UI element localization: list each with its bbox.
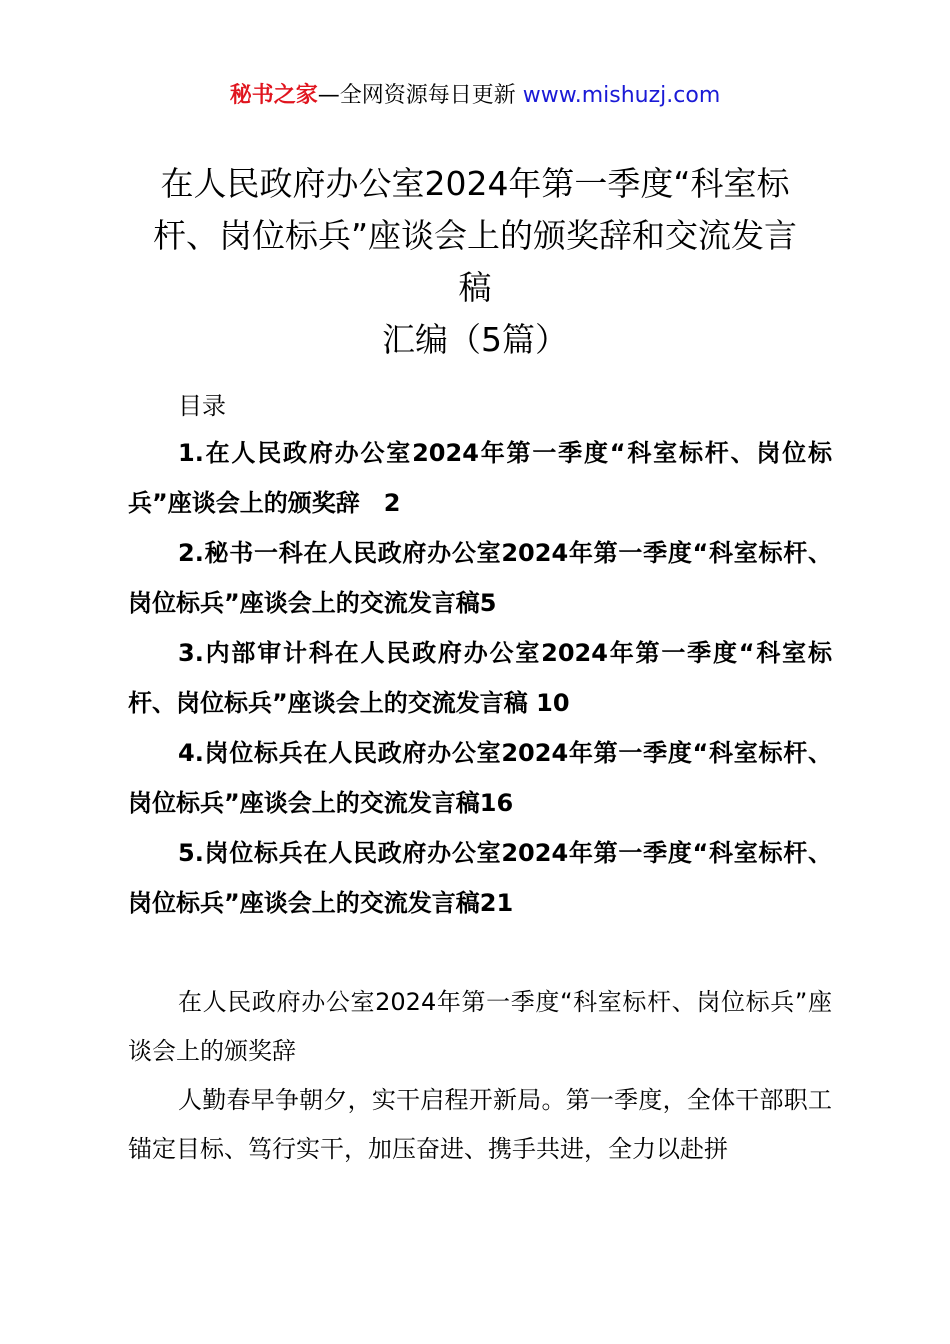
toc-heading: 目录 xyxy=(178,392,226,420)
document-title xyxy=(118,158,832,366)
toc-item-4[interactable]: 4.岗位标兵在人民政府办公室2024年第一季度“科室标杆、岗位标兵”座谈会上的交流发言稿16 xyxy=(128,739,832,817)
section-title: 在人民政府办公室2024年第一季度“科室标杆、岗位标兵”座谈会上的颁奖辞 xyxy=(128,988,832,1065)
toc-item-2[interactable]: 2.秘书一科在人民政府办公室2024年第一季度“科室标杆、岗位标兵”座谈会上的交流发言稿5 xyxy=(128,539,832,617)
title-line-1: 在人民政府办公室2024年第一季度“科室标 xyxy=(160,164,790,203)
header-slogan: —全网资源每日更新 xyxy=(317,83,523,108)
toc-item-5[interactable]: 5.岗位标兵在人民政府办公室2024年第一季度“科室标杆、岗位标兵”座谈会上的交流发言稿21 xyxy=(128,839,832,917)
document-body xyxy=(128,978,832,1174)
table-of-contents xyxy=(128,428,832,928)
title-line-4: 汇编（5篇） xyxy=(382,320,568,359)
site-url-link[interactable]: www.mishuzj.com xyxy=(522,83,721,108)
site-header xyxy=(0,80,950,112)
toc-item-1[interactable]: 1.在人民政府办公室2024年第一季度“科室标杆、岗位标兵”座谈会上的颁奖辞 2 xyxy=(128,439,832,517)
brand-name: 秘书之家 xyxy=(229,83,318,108)
body-paragraph: 人勤春早争朝夕，实干启程开新局。第一季度，全体干部职工锚定目标、笃行实干，加压奋进、携手共进，全力以赴拼 xyxy=(128,1086,832,1163)
title-line-2: 杆、岗位标兵”座谈会上的颁奖辞和交流发言 xyxy=(152,216,798,255)
title-line-3: 稿 xyxy=(458,268,492,307)
toc-item-3[interactable]: 3.内部审计科在人民政府办公室2024年第一季度“科室标杆、岗位标兵”座谈会上的交流发言稿 10 xyxy=(128,639,832,717)
